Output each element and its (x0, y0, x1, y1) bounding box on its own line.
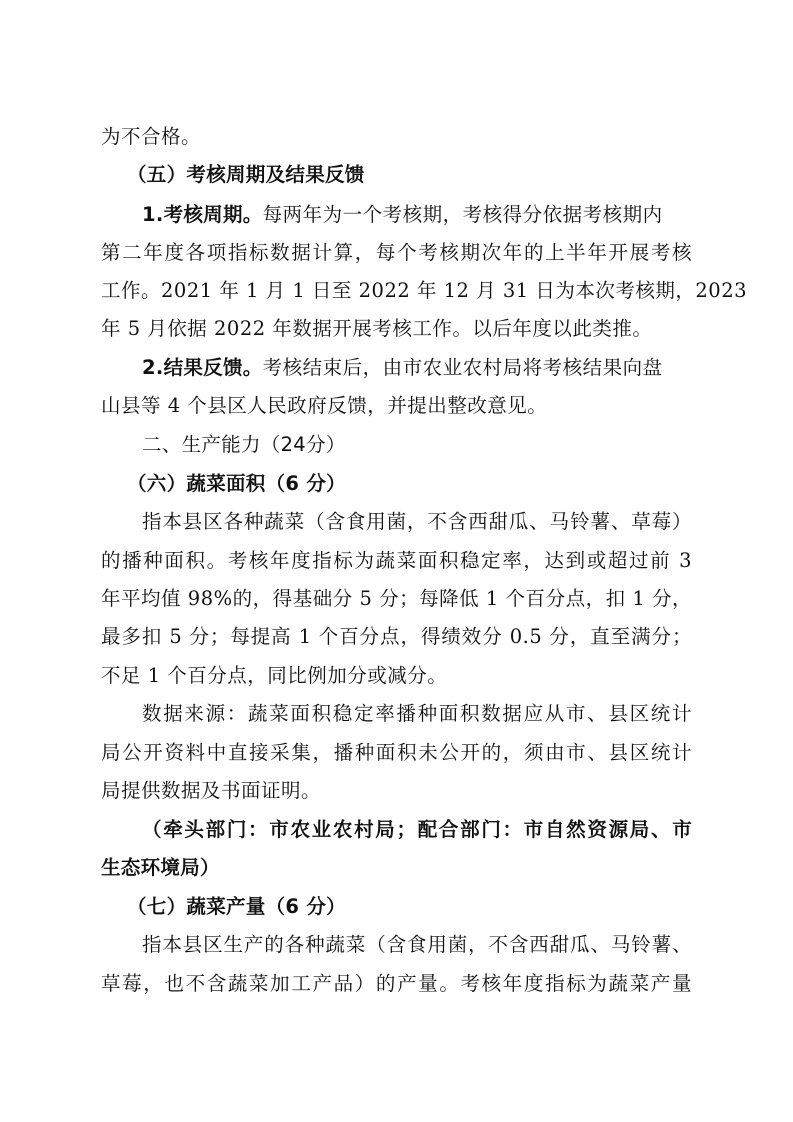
section-heading-6: （六）蔬菜面积（6 分） (127, 472, 346, 495)
text-line: 的播种面积。考核年度指标为蔬菜面积稳定率，达到或超过前 3 (101, 549, 692, 572)
text-span: 每两年为一个考核期，考核得分依据考核期内 (262, 203, 663, 226)
label-result-feedback: 2.结果反馈。 (142, 356, 263, 379)
text-line: 年 5 月依据 2022 年数据开展考核工作。以后年度以此类推。 (101, 317, 653, 340)
text-line: 第二年度各项指标数据计算，每个考核期次年的上半年开展考核 (101, 241, 692, 264)
department-note-line: 生态环境局） (101, 856, 220, 879)
section-heading-2: 二、生产能力（24分） (142, 433, 346, 456)
text-line: 草莓，也不含蔬菜加工产品）的产量。考核年度指标为蔬菜产量 (101, 972, 692, 995)
department-note-line: （牵头部门：市农业农村局；配合部门：市自然资源局、市 (142, 818, 692, 841)
section-heading-7: （七）蔬菜产量（6 分） (127, 895, 346, 918)
text-line: 年平均值 98%的，得基础分 5 分；每降低 1 个百分点，扣 1 分， (101, 587, 692, 610)
text-line: 为不合格。 (101, 125, 202, 148)
text-line: 最多扣 5 分；每提高 1 个百分点，得绩效分 0.5 分，直至满分； (101, 625, 692, 648)
text-line: 工作。2021 年 1 月 1 日至 2022 年 12 月 31 日为本次考核期，2023 (101, 279, 748, 302)
text-line: 不足 1 个百分点，同比例加分或减分。 (101, 664, 448, 687)
text-line: 山县等 4 个县区人民政府反馈，并提出整改意见。 (101, 394, 548, 417)
paragraph-feedback-first-line (142, 355, 692, 381)
text-line: 数据来源：蔬菜面积稳定率播种面积数据应从市、县区统计 (142, 702, 692, 725)
text-span: 考核结束后，由市农业农村局将考核结果向盘 (262, 356, 663, 379)
text-line: 局提供数据及书面证明。 (101, 779, 322, 802)
label-assessment-period: 1.考核周期。 (142, 203, 263, 226)
text-line: 指本县区各种蔬菜（含食用菌，不含西甜瓜、马铃薯、草莓） (142, 510, 692, 533)
section-heading-5: （五）考核周期及结果反馈 (127, 163, 365, 186)
text-line: 局公开资料中直接采集，播种面积未公开的，须由市、县区统计 (101, 741, 692, 764)
paragraph-period-first-line (142, 202, 692, 228)
text-line: 指本县区生产的各种蔬菜（含食用菌，不含西甜瓜、马铃薯、 (142, 933, 692, 956)
